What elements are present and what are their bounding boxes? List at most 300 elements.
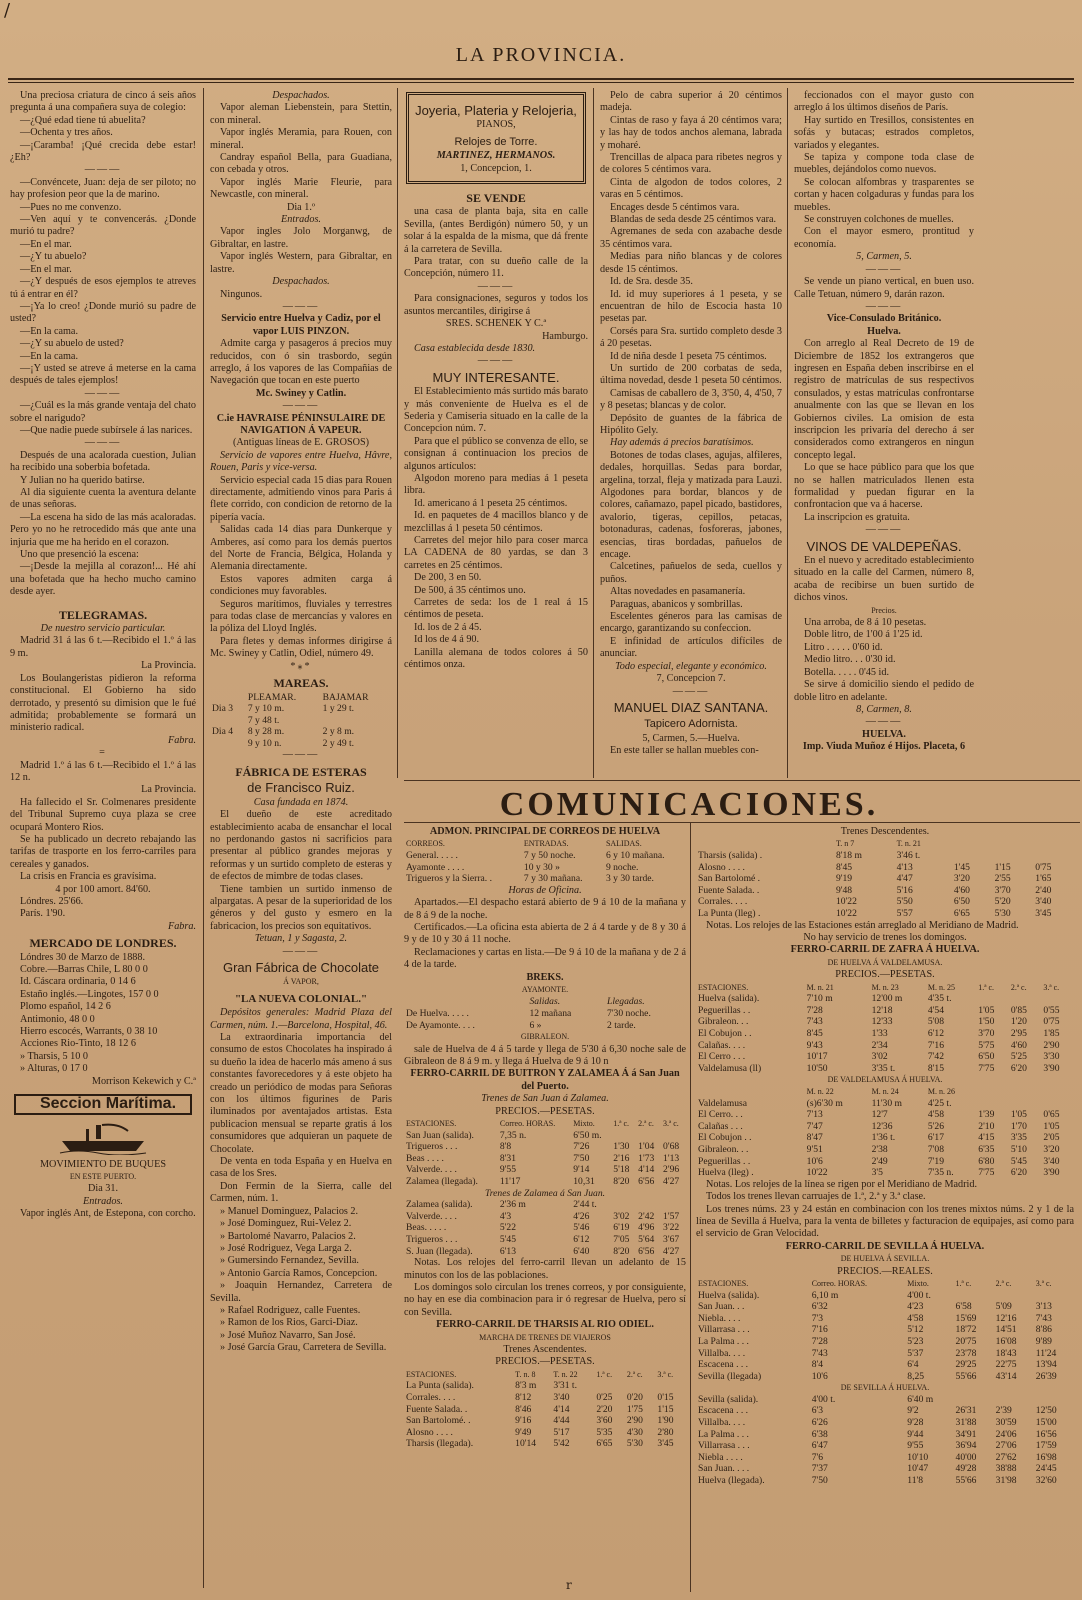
havraise-subheading: (Antiguas líneas de E. GROSOS) bbox=[232, 437, 370, 449]
table-cell bbox=[636, 1130, 661, 1142]
sevilla-table bbox=[696, 1278, 1074, 1487]
table-cell: De Ayamonte. . . . bbox=[406, 1019, 475, 1031]
table-cell: 0'25 bbox=[596, 1392, 613, 1404]
table-cell: 24'45 bbox=[1035, 1463, 1057, 1475]
table-row bbox=[404, 862, 686, 874]
table-cell: 12'18 bbox=[871, 1004, 893, 1016]
table-cell: 6'50 bbox=[978, 1051, 995, 1063]
table-header-cell: 2.ª c. bbox=[626, 1369, 643, 1379]
table-cell: 2'20 bbox=[596, 1403, 613, 1415]
table-cell: 2'05 bbox=[1043, 1132, 1060, 1144]
telegram-signature: Fabra. bbox=[167, 734, 196, 746]
table-cell: Calañas . . . bbox=[698, 1120, 743, 1132]
se-vende-text: una casa de planta baja, sita en calle Sevilla, (antes Berdigón) número 50, y un solar á la espalda de la misma, que dá frente á la carretera de Sevilla. bbox=[404, 206, 588, 255]
table-cell: 7'26 bbox=[573, 1141, 590, 1153]
table-cell: Alosno . . . . bbox=[698, 861, 745, 873]
mercado-line: Antimonio, 48 0 0 bbox=[20, 1013, 95, 1025]
imprenta-city: HUELVA. bbox=[862, 728, 906, 740]
table-cell: 31'98 bbox=[995, 1475, 1017, 1487]
table-cell: 3'40 bbox=[1043, 1155, 1060, 1167]
separator: ——— bbox=[282, 300, 320, 312]
seller-item: » Joaquin Hernandez, Carretera de Sevilla. bbox=[210, 1280, 392, 1304]
table-cell: 7'3 bbox=[811, 1312, 824, 1324]
table-cell: 4'30 bbox=[626, 1426, 643, 1438]
telegram-text: Ha fallecido el Sr. Colmenares presidente del Tribunal Supremo cuya plaza se cree ocupará Montero Rios. bbox=[10, 796, 196, 833]
table-row bbox=[404, 1199, 686, 1211]
table-cell: 3'35 bbox=[1010, 1132, 1027, 1144]
table-cell: 7'75 bbox=[978, 1167, 995, 1179]
table-cell: 16'08 bbox=[995, 1335, 1017, 1347]
table-cell: 9'16 bbox=[515, 1415, 532, 1427]
table-cell: Peguerillas . . bbox=[698, 1004, 751, 1016]
table-cell: 9'28 bbox=[907, 1417, 924, 1429]
tapicero-text: Se colocan alfombras y trasparentes se cortan y hacen colgaduras y fundas para los muebles. bbox=[794, 176, 974, 213]
table-cell: 2'40 bbox=[1035, 884, 1052, 896]
muy-interesante-text: De 500, á 35 céntimos uno. bbox=[414, 584, 526, 596]
seller-item: » José García Grau, Carretera de Sevilla. bbox=[220, 1342, 387, 1354]
table-cell: 8'15 bbox=[927, 1062, 945, 1074]
table-cell: 7'37 bbox=[811, 1463, 828, 1475]
descendentes-note: Notas. Los relojes de las Estaciones están arreglado al Meridiano de Madrid. bbox=[706, 919, 1019, 931]
table-cell: Huelva (salida). bbox=[698, 1289, 760, 1301]
tide-time: 9 y 10 n. bbox=[247, 737, 282, 749]
table-cell bbox=[1009, 1098, 1042, 1110]
table-cell: 10'22 bbox=[806, 1167, 828, 1179]
table-cell bbox=[976, 1098, 1009, 1110]
table-cell: 9'55 bbox=[907, 1440, 924, 1452]
table-header-cell bbox=[1009, 1086, 1042, 1098]
anecdote-text: —La escena ha sido de las más acaloradas. Pero yo no he retrocedido más que ante una injuria que me ha herido en el corazon. bbox=[10, 511, 196, 548]
table-cell: El Cerro. . . bbox=[698, 1109, 743, 1121]
telegram-signature: La Provincia. bbox=[141, 660, 196, 672]
shop-address: 7, Concepcion 7. bbox=[656, 673, 726, 685]
table-cell: 8'31 bbox=[499, 1152, 516, 1164]
movimiento-subheading: EN ESTE PUERTO. bbox=[69, 1171, 137, 1181]
table-cell: 6'3 bbox=[811, 1405, 824, 1417]
table-cell: 5'35 bbox=[596, 1426, 613, 1438]
table-cell: 2'96 bbox=[663, 1164, 680, 1176]
table-row bbox=[696, 1167, 1074, 1179]
table-cell: 7 y 50 noche. bbox=[523, 850, 576, 861]
muy-interesante-text: Id los de 4 á 90. bbox=[414, 634, 480, 646]
table-cell: 6'17 bbox=[927, 1132, 945, 1144]
price-item: Hay además á precios baratísimos. bbox=[610, 437, 754, 449]
table-cell: 9'48 bbox=[835, 884, 853, 896]
table-cell: 10'17 bbox=[806, 1051, 828, 1063]
column-3 bbox=[404, 90, 588, 780]
muy-interesante-text: Carretes del mejor hilo para coser marca LA CADENA de 80 yardas, se dan 3 carretes en 25 céntimos. bbox=[404, 535, 588, 571]
table-cell: Villalba. . . . bbox=[698, 1417, 746, 1429]
anecdote-text: —¿Qué edad tiene tú abuelita? bbox=[20, 114, 146, 126]
table-cell: 2'16 bbox=[613, 1152, 630, 1164]
table-row bbox=[696, 1290, 1074, 1302]
table-cell: 1'73 bbox=[638, 1152, 655, 1164]
table-cell: 14'51 bbox=[995, 1324, 1017, 1336]
table-header-cell: 1.ª c. bbox=[978, 982, 995, 992]
anecdote-text: —¿Y tu abuelo? bbox=[20, 251, 87, 263]
table-cell: 31'88 bbox=[955, 1417, 977, 1429]
table-header-cell: 3.ª c. bbox=[657, 1369, 674, 1379]
tide-time: 7 y 10 m. bbox=[247, 703, 285, 715]
masthead-rule-thin bbox=[8, 82, 1074, 83]
table-header-cell: M. n. 24 bbox=[871, 1086, 899, 1096]
seller-item: » José Dominguez, Rui-Velez 2. bbox=[220, 1218, 352, 1230]
anecdote-text: —Convéncete, Juan: deja de ser piloto; no hay profesion peor que la de marino. bbox=[10, 176, 196, 201]
table-row bbox=[696, 1144, 1074, 1156]
table-row bbox=[696, 1121, 1074, 1133]
vinos-price: Doble litro, de 1'00 á 1'25 id. bbox=[804, 629, 923, 641]
table-header-cell: 3.ª c. bbox=[1035, 1278, 1052, 1288]
table-cell: 8'47 bbox=[806, 1132, 823, 1144]
table-cell: Sevilla (salida). bbox=[698, 1393, 759, 1405]
table-cell: 5'57 bbox=[896, 907, 913, 919]
chocolate-text: La extraordinaria importancia del consumo de estos Chocolates ha inspirado á su dueño la idea de hacerlo más ameno á sus constantes favorecedores y á este objeto ha creado un periódico de modas para Señoras con los últimos figurines de Paris iluminados por aventajados artistas. Esta publicacion mensual se reparte gratis á los consumidores que adquieran un paquete de Chocolate. bbox=[210, 1032, 392, 1155]
table-cell: 6'38 bbox=[811, 1428, 828, 1440]
table-cell: 9'2 bbox=[907, 1405, 919, 1417]
table-cell: 1'50 bbox=[978, 1016, 995, 1028]
separator: ——— bbox=[477, 280, 515, 292]
price-item: Paraguas, abanicos y sombrillas. bbox=[610, 598, 743, 610]
table-cell: Fuente Salada. . bbox=[698, 884, 760, 896]
table-cell: 2'34 bbox=[871, 1039, 888, 1051]
table-cell: San Bartolomé . bbox=[698, 873, 761, 885]
vice-consulado-text: La inscripcion es gratuita. bbox=[804, 511, 910, 523]
table-cell: 8'20 bbox=[613, 1245, 630, 1257]
table-cell: 10,31 bbox=[573, 1176, 595, 1188]
table-row bbox=[696, 1098, 1074, 1110]
table-row bbox=[696, 1348, 1074, 1360]
table-cell bbox=[1034, 1394, 1074, 1406]
shop-slogan: Todo especial, elegante y económico. bbox=[615, 660, 767, 672]
mercado-line: Estaño inglés.—Lingotes, 157 0 0 bbox=[20, 988, 159, 1000]
table-row bbox=[696, 1051, 1074, 1063]
table-cell: 23'78 bbox=[955, 1347, 977, 1359]
table-cell: 10'22 bbox=[835, 907, 857, 919]
muy-interesante-text: El Establecimiento más surtido más barato y más conveniente de Huelva es el de Sederia y Camiseria situado en la calle de la Concepcion núm. 7. bbox=[404, 386, 588, 435]
chocolate-sellers-list bbox=[210, 1181, 392, 1355]
table-cell: 3'40 bbox=[553, 1392, 570, 1404]
chocolate-heading: Gran Fábrica de Chocolate bbox=[222, 959, 380, 975]
table-cell: 3'35 t. bbox=[871, 1062, 896, 1074]
table-row bbox=[696, 993, 1074, 1005]
table-cell: 2'80 bbox=[657, 1426, 674, 1438]
table-cell: El Cobujon . . bbox=[698, 1027, 752, 1039]
table-cell: 1'33 bbox=[871, 1027, 888, 1039]
table-cell: 0'15 bbox=[657, 1392, 674, 1404]
telegram-text: Madrid 1.º á las 6 t.—Recibido el 1.º á las 12 n. bbox=[10, 759, 196, 783]
table-cell: 6'56 bbox=[638, 1245, 655, 1257]
table-cell: 6'12 bbox=[573, 1234, 590, 1245]
day-label: Dia 31. bbox=[88, 1183, 118, 1195]
table-row bbox=[696, 873, 1074, 885]
table-cell: 8'12 bbox=[515, 1392, 532, 1404]
se-vende-heading: SE VENDE bbox=[466, 191, 526, 206]
anecdote-text: —¡Y usted se atreve á meterse en la cama después de tales ejemplos! bbox=[10, 362, 196, 387]
table-cell: 3'30 bbox=[1043, 1051, 1060, 1063]
anecdote-text: Al dia siguiente cuenta la aventura delante de unas señoras. bbox=[10, 487, 196, 511]
mercado-line: Id. Cáscara ordinaria, 0 14 6 bbox=[20, 976, 136, 988]
table-cell: 1'45 bbox=[953, 861, 970, 873]
table-header-cell: T. n 7 bbox=[835, 839, 855, 849]
table-cell: 3'20 bbox=[953, 873, 970, 885]
table-cell: 6'20 bbox=[1010, 1062, 1027, 1074]
seller-item: » José Rodriguez, Vega Larga 2. bbox=[220, 1242, 352, 1254]
table-cell bbox=[655, 1380, 686, 1392]
seccion-box bbox=[14, 1094, 192, 1114]
buitron-note: Notas. Los relojes del ferro-carril llevan un adelanto de 15 minutos con los de las poblaciones. bbox=[404, 1257, 686, 1281]
tide-day: Dia 3 bbox=[212, 703, 234, 715]
table-cell: 3'46 t. bbox=[896, 850, 921, 861]
table-header-cell: 2.ª c. bbox=[1010, 982, 1027, 992]
masthead-title: LA PROVINCIA. bbox=[455, 44, 627, 66]
table-cell: 43'14 bbox=[995, 1370, 1017, 1382]
tide-time: 2 y 49 t. bbox=[322, 737, 355, 749]
table-cell: Calañas. . . . bbox=[698, 1039, 746, 1051]
descendentes-heading: Trenes Descendentes. bbox=[840, 826, 930, 837]
telegram-quote: 4 por 100 amort. 84'60. bbox=[55, 883, 151, 895]
table-cell: 3'22 bbox=[663, 1222, 680, 1234]
table-row bbox=[404, 1222, 686, 1234]
gibraleon-text: sale de Huelva de 4 á 5 tarde y llega de 5'30 á 6,30 noche sale de Gibraleon de 8 á 9 m. y llega á Huelva de 9 á 10 n bbox=[404, 1043, 686, 1068]
table-cell: 3'70 bbox=[994, 884, 1011, 896]
anecdote-text: —En la cama. bbox=[20, 350, 78, 362]
table-cell: 6'56 bbox=[638, 1176, 655, 1188]
table-cell: 8,25 bbox=[907, 1370, 925, 1382]
table-cell: 10'6 bbox=[806, 1155, 823, 1167]
table-cell: 6'58 bbox=[955, 1301, 972, 1313]
table-cell: 3'90 bbox=[1043, 1167, 1060, 1179]
table-cell: 3'02 bbox=[871, 1051, 888, 1063]
table-cell: 7'19 bbox=[927, 1155, 945, 1167]
table-cell: 6'35 bbox=[978, 1143, 995, 1155]
table-cell: Valdelamusa bbox=[698, 1097, 748, 1109]
table-cell: 3'90 bbox=[1043, 1062, 1060, 1074]
buitron-table bbox=[404, 1118, 686, 1257]
tharsis-heading: FERRO-CARRIL DE THARSIS AL RIO ODIEL. bbox=[436, 1319, 654, 1331]
table-row bbox=[404, 850, 686, 862]
fabrica-address: Tetuan, 1 y Sagasta, 2. bbox=[254, 933, 348, 945]
table-row bbox=[696, 1405, 1074, 1417]
table-cell bbox=[611, 1199, 636, 1211]
table-cell: 5'45 bbox=[499, 1234, 516, 1245]
table-header-cell bbox=[696, 1086, 805, 1098]
fabrica-heading: FÁBRICA DE ESTERAS bbox=[235, 764, 367, 779]
table-cell: 7'16 bbox=[811, 1324, 828, 1336]
telegram-quote: Lóndres. 25'66. bbox=[20, 896, 84, 907]
zafra-note: Notas. Los relojes de la línea se rigen por el Meridiano de Madrid. bbox=[706, 1178, 978, 1190]
table-cell: San Juan. . . bbox=[698, 1301, 745, 1313]
havraise-text: Estos vapores admiten carga á condiciones muy favorables. bbox=[210, 573, 392, 598]
table-cell: 0'75 bbox=[1035, 861, 1052, 873]
separator: ——— bbox=[282, 945, 320, 957]
table-cell: 6'20 bbox=[1010, 1167, 1027, 1179]
seller-item: » José Muñoz Navarro, San José. bbox=[220, 1329, 356, 1341]
despachados-label: Despachados. bbox=[272, 276, 330, 288]
table-cell: Trigueros . . . bbox=[406, 1141, 458, 1153]
table-cell: 55'66 bbox=[955, 1370, 977, 1382]
table-cell: 17'59 bbox=[1035, 1440, 1057, 1452]
table-row bbox=[696, 1359, 1074, 1371]
anecdote-text: —En el mar. bbox=[20, 263, 72, 275]
seccion-maritima-heading: Seccion Marítima. bbox=[39, 1095, 177, 1113]
mercado-line: Plomo español, 14 2 6 bbox=[20, 1001, 111, 1013]
table-cell: 12'00 m bbox=[871, 993, 903, 1005]
table-cell: 4'60 bbox=[1010, 1039, 1027, 1051]
havraise-text: Para fletes y demas informes dirigirse á Mc. Swiney y Catlin, Odiel, número 49. bbox=[210, 635, 392, 660]
table-cell: Trigueros y la Sierra. . bbox=[406, 873, 492, 885]
table-row bbox=[404, 1404, 686, 1416]
table-cell: 5'08 bbox=[927, 1016, 945, 1028]
anecdote-text: —¿Cuál es la más grande ventaja del chato sobre el narigudo? bbox=[10, 400, 196, 424]
correos-text: Apartados.—El despacho estará abierto de 9 á 10 de la mañana y de 8 á 9 de la noche. bbox=[404, 897, 686, 921]
table-cell: 6'12 bbox=[927, 1027, 945, 1039]
table-cell: 7'43 bbox=[806, 1016, 823, 1028]
tharsis-table bbox=[404, 1369, 686, 1450]
table-cell bbox=[636, 1199, 661, 1211]
table-row bbox=[696, 850, 1074, 862]
table-cell: 6'40 bbox=[573, 1245, 590, 1257]
price-item: Encages desde 5 céntimos vara. bbox=[610, 201, 740, 213]
consignaciones-city: Hamburgo. bbox=[542, 330, 588, 342]
table-cell: 0'75 bbox=[1043, 1016, 1060, 1028]
table-cell: Villalba. . . . bbox=[698, 1347, 746, 1359]
gibraleon-label: GIBRALEON. bbox=[520, 1032, 570, 1042]
table-cell: 26'31 bbox=[955, 1405, 977, 1417]
table-cell: 5'20 bbox=[994, 896, 1011, 908]
ship-entry: Ningunos. bbox=[220, 288, 263, 300]
joyeria-ad-box bbox=[406, 92, 586, 184]
table-row bbox=[696, 1016, 1074, 1028]
chocolate-name: "LA NUEVA COLONIAL." bbox=[234, 992, 368, 1005]
column-divider bbox=[787, 88, 788, 778]
bajamar-label: BAJAMAR bbox=[322, 691, 369, 703]
table-header-cell: Correo. HORAS. bbox=[499, 1119, 556, 1129]
table-cell: 1'05 bbox=[1043, 1120, 1060, 1132]
table-cell: 4'00 t. bbox=[811, 1393, 836, 1405]
muy-interesante-text: Algodon moreno para medias á 1 peseta libra. bbox=[404, 472, 588, 497]
table-cell bbox=[1033, 850, 1074, 862]
table-cell: 3'40 bbox=[1035, 896, 1052, 908]
ship-entry: Candray español Bella, para Guadiana, con cebada y otros. bbox=[210, 152, 392, 176]
table-cell: 10'47 bbox=[907, 1463, 929, 1475]
table-cell: 3'45 bbox=[1035, 907, 1052, 919]
table-cell: 5'16 bbox=[896, 884, 913, 896]
table-cell: 13'94 bbox=[1035, 1359, 1057, 1371]
havraise-text: Seguros marítimos, fluviales y terrestres para todas clase de mercancías y valores en la póliza del Lloyd Inglés. bbox=[210, 598, 392, 635]
table-cell: 16'98 bbox=[1035, 1451, 1057, 1463]
column-divider bbox=[593, 88, 594, 778]
table-cell: 4'14 bbox=[638, 1164, 655, 1176]
masthead-rule bbox=[8, 78, 1074, 80]
breks-table bbox=[404, 996, 686, 1031]
table-cell: 9'89 bbox=[1035, 1335, 1052, 1347]
table-cell: 8'18 m bbox=[835, 850, 862, 861]
table-cell: 2'36 m bbox=[499, 1199, 526, 1211]
table-header-cell: Mixto. bbox=[573, 1119, 595, 1129]
table-cell: 7'28 bbox=[806, 1004, 823, 1016]
table-cell: 15'69 bbox=[955, 1312, 977, 1324]
table-cell: 8'4 bbox=[811, 1359, 824, 1371]
table-cell: 8'46 bbox=[515, 1403, 532, 1415]
muy-interesante-text: Id. en paquetes de 4 macillos blanco y de mezclillas á 1 peseta 50 céntimos. bbox=[404, 510, 588, 534]
table-header-cell: 1.ª c. bbox=[596, 1369, 613, 1379]
price-item: Id de niña desde 1 peseta 75 céntimos. bbox=[610, 350, 767, 362]
table-row bbox=[696, 1028, 1074, 1040]
joyeria-pianos: PIANOS, bbox=[476, 119, 516, 131]
table-row bbox=[696, 1475, 1074, 1487]
day-label: Dia 1.º bbox=[286, 201, 316, 213]
table-cell: 11'24 bbox=[1035, 1347, 1057, 1359]
sevilla-heading: FERRO-CARRIL DE SEVILLA Á HUELVA. bbox=[785, 1240, 985, 1252]
comunicaciones-heading: COMUNICACIONES. bbox=[499, 786, 879, 823]
table-cell: 9'43 bbox=[806, 1039, 823, 1051]
table-cell: 9'55 bbox=[499, 1164, 516, 1176]
table-cell: 6'13 bbox=[499, 1245, 516, 1257]
table-cell: 18'43 bbox=[995, 1347, 1017, 1359]
table-row bbox=[696, 1440, 1074, 1452]
table-header-cell bbox=[952, 838, 993, 850]
table-cell: 29'25 bbox=[955, 1359, 977, 1371]
table-cell bbox=[954, 1290, 994, 1302]
table-cell: 7'08 bbox=[927, 1143, 945, 1155]
tapicero-heading: MANUEL DIAZ SANTANA. bbox=[613, 699, 769, 715]
pleamar-label: PLEAMAR. bbox=[247, 691, 297, 703]
table-cell: 4'54 bbox=[927, 1004, 945, 1016]
separator: ——— bbox=[865, 263, 903, 275]
price-item: Botones de todas clases, agujas, alfileres, dedales, horquillas. Sedas para bordar, argelina, torzal, fleja y matizada para Lauzi. Algodones para bordar, blancos y de colores, cañamazo, papel picado, bastidores, avalorio, tigeras, cepillos, petacas, botonaduras, cadenas, fosforeras, jabones, esencias, tiras bordadas, pañuelos de encage. bbox=[600, 449, 782, 561]
table-cell: 6,10 m bbox=[811, 1289, 839, 1301]
table-cell: 4'26 bbox=[573, 1210, 590, 1222]
table-cell: San Juan (salida). bbox=[406, 1129, 474, 1141]
seller-item: » Rafael Rodriguez, calle Fuentes. bbox=[220, 1304, 361, 1316]
table-cell: 1'15 bbox=[994, 861, 1011, 873]
telegram-text: Se ha publicado un decreto rebajando las tarifas de trasporte en los ferro-carriles para cereales y ganados. bbox=[10, 833, 196, 870]
table-cell: 6'47 bbox=[811, 1440, 828, 1452]
buitron-note: Los domingos solo circulan los trenes correos, y por consiguiente, no hay en ese dia combinacion para ir ó regresar de Huelva, pero sí con Sevilla. bbox=[404, 1282, 686, 1318]
table-cell: 2'38 bbox=[871, 1143, 888, 1155]
tide-time: 8 y 28 m. bbox=[247, 726, 285, 738]
table-cell: Huelva (lleg) . bbox=[698, 1167, 754, 1179]
seller-item: » Antonio García Ramos, Concepcion. bbox=[220, 1267, 378, 1279]
table-cell: Gibraleon. . . bbox=[698, 1016, 749, 1028]
table-row bbox=[404, 1141, 686, 1153]
table-header-cell: 1.ª c. bbox=[955, 1278, 972, 1288]
table-cell: 10'22 bbox=[835, 896, 857, 908]
consignaciones-text: Para consignaciones, seguros y todos los asuntos mercantiles, dirigirse á bbox=[404, 293, 588, 317]
anecdote-text: Y Julian no ha querido batirse. bbox=[20, 474, 145, 486]
mercado-line: Cobre.—Barras Chile, L 80 0 0 bbox=[20, 964, 148, 976]
table-cell bbox=[625, 1380, 656, 1392]
table-row bbox=[404, 1438, 686, 1450]
table-row bbox=[404, 1130, 686, 1142]
tide-time: 2 y 8 m. bbox=[322, 726, 355, 738]
table-cell: 11'17 bbox=[499, 1176, 521, 1188]
anecdote-text: —Que nadie puede subírsele á las narices. bbox=[20, 424, 193, 436]
table-row bbox=[696, 1452, 1074, 1464]
table-cell: Beas . . . . bbox=[406, 1152, 444, 1164]
joyeria-owner: MARTINEZ, HERMANOS. bbox=[436, 150, 556, 162]
piano-ad: Se vende un piano vertical, en buen uso. Calle Tetuan, número 9, darán razon. bbox=[794, 276, 974, 300]
fabrica-subheading: de Francisco Ruiz. bbox=[247, 780, 355, 796]
price-item: Calcetines, pañuelos de seda, cuellos y puños. bbox=[600, 561, 782, 585]
zafra-subheading: DE HUELVA Á VALDELAMUSA. bbox=[827, 957, 943, 967]
table-cell: 7'10 m bbox=[806, 993, 833, 1005]
table-cell: Corrales. . . . bbox=[406, 1392, 456, 1404]
movimiento-heading: MOVIMIENTO DE BUQUES bbox=[39, 1158, 167, 1170]
price-item: Depósito de guantes de la fábrica de Hipólito Gely. bbox=[600, 412, 782, 436]
table-row bbox=[404, 1020, 686, 1032]
table-cell: San Juan. . . . bbox=[698, 1463, 750, 1475]
